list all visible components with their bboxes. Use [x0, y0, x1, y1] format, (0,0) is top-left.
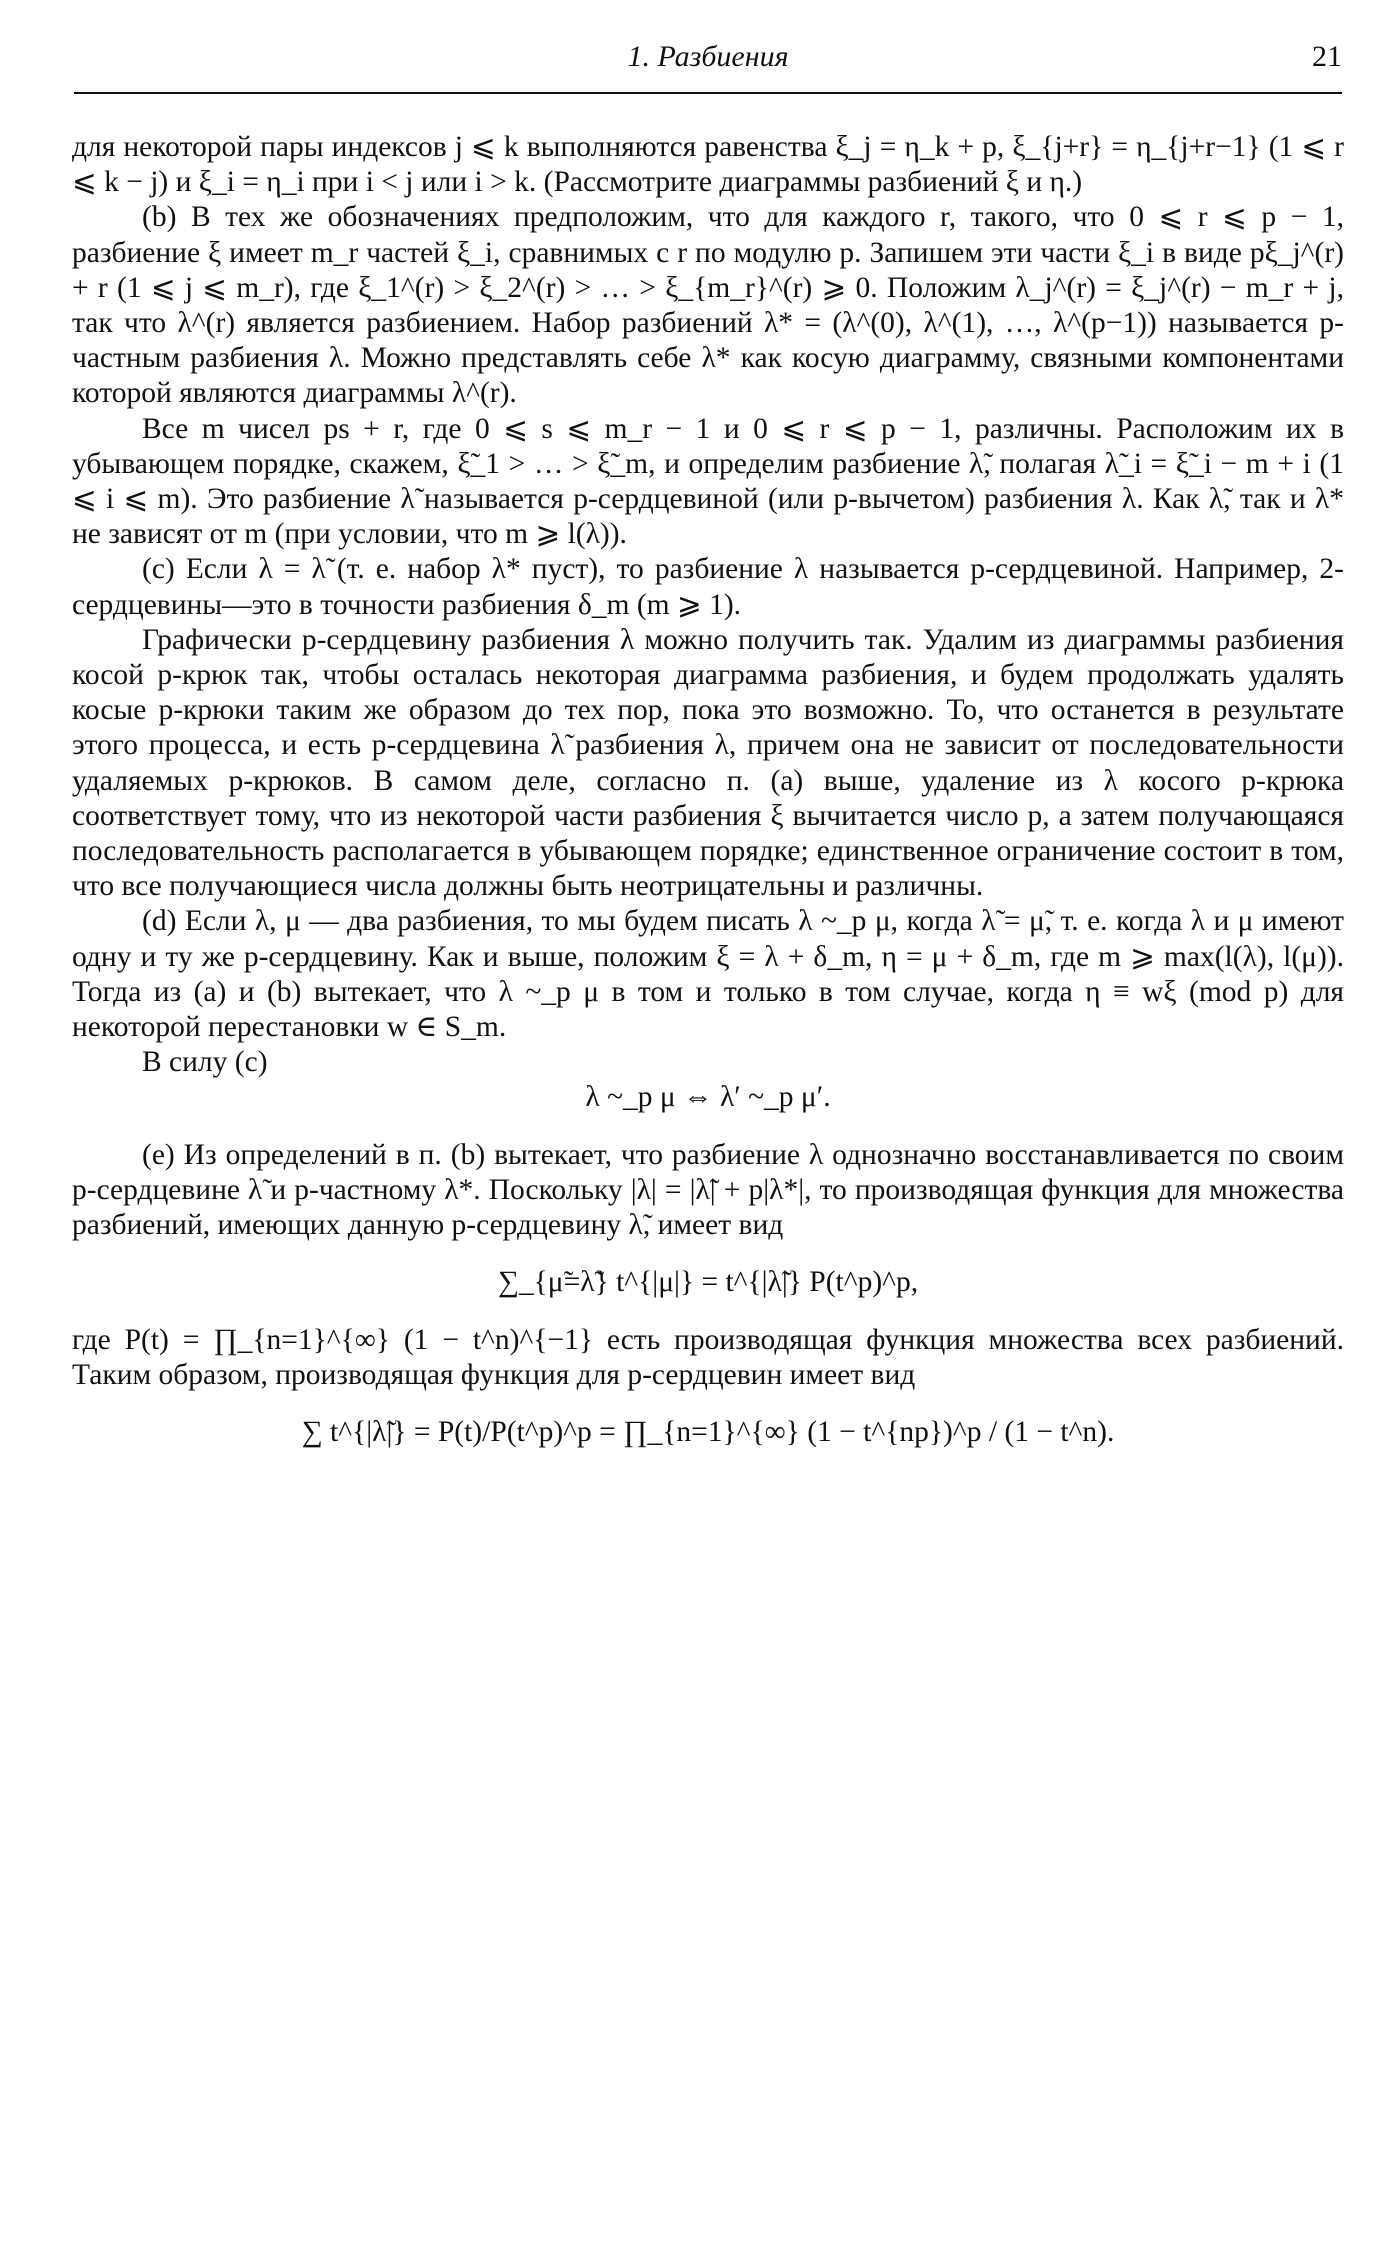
running-title: 1. Разбиения	[627, 40, 789, 73]
page-number: 21	[1312, 40, 1342, 73]
page-header	[74, 36, 1342, 92]
paragraph-b: (b) В тех же обозначениях предположим, что для каждого r, такого, что 0 ⩽ r ⩽ p − 1, разбиение ξ имеет m_r частей ξ_i, сравнимых с r по модулю p. Запишем эти части ξ_i в виде pξ_j^(r) + r (1 ⩽ j ⩽ m_r), где ξ_1^(r) > ξ_2^(r) > … > ξ_{m_r}^(r) ⩾ 0. Положим λ_j^(r) = ξ_j^(r) − m_r + j, так что λ^(r) является разбиением. Набор разбиений λ* = (λ^(0), λ^(1), …, λ^(p−1)) называется p-частным разбиения λ. Можно представлять себе λ* как косую диаграмму, связными компонентами которой являются диаграммы λ^(r).	[72, 201, 1344, 410]
paragraph-1: для некоторой пары индексов j ⩽ k выполняются равенства ξ_j = η_k + p, ξ_{j+r} = η_{j+r−1} (1 ⩽ r ⩽ k − j) и ξ_i = η_i при i < j или i > k. (Рассмотрите диаграммы разбиений ξ и η.)	[72, 131, 1344, 199]
paragraph-core-def: Все m чисел ps + r, где 0 ⩽ s ⩽ m_r − 1 и 0 ⩽ r ⩽ p − 1, различны. Расположим их в убывающем порядке, скажем, ξ̃_1 > … > ξ̃_m, и определим разбиение λ̃, полагая λ̃_i = ξ̃_i − m + i (1 ⩽ i ⩽ m). Это разбиение λ̃ называется p-сердцевиной (или p-вычетом) разбиения λ. Как λ̃, так и λ* не зависят от m (при условии, что m ⩾ l(λ)).	[72, 412, 1344, 551]
paragraph-e: (e) Из определений в п. (b) вытекает, что разбиение λ однозначно восстанавливается по своим p-сердцевине λ̃ и p-частному λ*. Поскольку |λ| = |λ̃| + p|λ*|, то производящая функция для множества разбиений, имеющих данную p-сердцевину λ̃, имеет вид	[72, 1138, 1344, 1242]
equation-core-generating: ∑ t^{|λ̃|} = P(t)/P(t^p)^p = ∏_{n=1}^{∞} (1 − t^{np})^p / (1 − t^n).	[301, 1415, 1115, 1448]
header-rule	[74, 92, 1342, 94]
equation-equivalence: λ ~_p μ ⇔ λ′ ~_p μ′.	[585, 1081, 831, 1114]
paragraph-graphic: Графически p-сердцевину разбиения λ можно получить так. Удалим из диаграммы разбиения косой p-крюк так, чтобы осталась некоторая диаграмма разбиения, и будем продолжать удалять косые p-крюки таким же образом до тех пор, пока это возможно. То, что останется в результате этого процесса, и есть p-сердцевина λ̃ разбиения λ, причем она не зависит от последовательности удаляемых p-крюков. В самом деле, согласно п. (a) выше, удаление из λ косого p-крюка соответствует тому, что из некоторой части разбиения ξ вычитается число p, а затем получающаяся последовательность располагается в убывающем порядке; единственное ограничение состоит в том, что все получающиеся числа должны быть неотрицательны и различны.	[72, 623, 1344, 903]
paragraph-d: (d) Если λ, μ — два разбиения, то мы будем писать λ ~_p μ, когда λ̃ = μ̃, т. е. когда λ и μ имеют одну и ту же p-сердцевину. Как и выше, положим ξ = λ + δ_m, η = μ + δ_m, где m ⩾ max(l(λ), l(μ)). Тогда из (a) и (b) вытекает, что λ ~_p μ в том и только в том случае, когда η ≡ wξ (mod p) для некоторой перестановки w ∈ S_m.	[72, 905, 1344, 1044]
paragraph-P-def: где P(t) = ∏_{n=1}^{∞} (1 − t^n)^{−1} есть производящая функция множества всех разбиений. Таким образом, производящая функция для p-сердцевин имеет вид	[72, 1323, 1344, 1391]
paragraph-c: (c) Если λ = λ̃ (т. е. набор λ* пуст), то разбиение λ называется p-сердцевиной. Например, 2-сердцевины—это в точности разбиения δ_m (m ⩾ 1).	[72, 553, 1344, 621]
paragraph-by-c: В силу (c)	[142, 1046, 268, 1079]
page-body	[72, 130, 1344, 1450]
equation-generating-core: ∑_{μ̃=λ̃} t^{|μ|} = t^{|λ̃|} P(t^p)^p,	[497, 1266, 919, 1299]
